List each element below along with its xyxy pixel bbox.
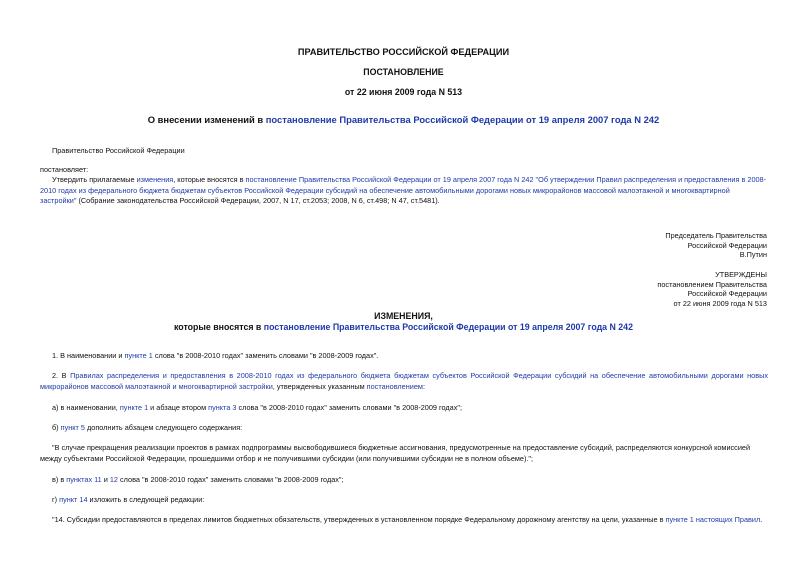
point14-link[interactable]: пункт 14 — [59, 495, 88, 504]
government-heading: ПРАВИТЕЛЬСТВО РОССИЙСКОЙ ФЕДЕРАЦИИ — [297, 47, 510, 57]
item-text: в) в — [52, 475, 67, 484]
document-type: ПОСТАНОВЛЕНИЕ — [363, 67, 444, 77]
signature-name: В.Путин — [739, 250, 767, 260]
resolution-link[interactable]: постановлением — [366, 381, 423, 391]
amendments-link[interactable]: изменения — [136, 175, 174, 184]
item-text: "14. Субсидии предоставляются в пределах лимитов бюджетных обязательств, утвержденных в установленном порядке Федеральному дорожному агентству на цели, указанные в — [52, 515, 666, 524]
item-a — [52, 403, 768, 414]
item-text: . — [760, 515, 763, 524]
approved-block — [657, 270, 767, 308]
rules-link[interactable]: Правилах распределения и предоставления в 2008-2010 годах из федерального бюджета бюджетам субъектов Российской Федерации субсидий на обеспечение автомобильными дорогами новых микрорайонов массовой малоэтажной и многоквартирной застройки — [40, 371, 768, 391]
signature-block — [665, 231, 767, 260]
item-v — [52, 475, 768, 486]
item-text: слова "в 2008-2010 годах" заменить словами "в 2008-2009 годах". — [152, 351, 379, 360]
item-text: слова "в 2008-2010 годах" заменить словами "в 2008-2009 годах"; — [236, 403, 462, 412]
item-text: , утвержденных указанным — [272, 381, 367, 391]
signature-country: Российской Федерации — [687, 240, 767, 250]
item-text: 2. В — [52, 371, 71, 380]
changes-subheading — [0, 322, 807, 333]
item-text: а) в наименовании, — [52, 403, 120, 412]
approved-title: УТВЕРЖДЕНЫ — [715, 270, 767, 279]
preamble-paragraph — [40, 175, 768, 207]
document-date: от 22 июня 2009 года N 513 — [344, 87, 463, 97]
approved-date: от 22 июня 2009 года N 513 — [673, 298, 767, 308]
rules-point1-link[interactable]: пункте 1 настоящих Правил — [665, 515, 761, 524]
point11-link[interactable]: пунктах 11 — [66, 475, 102, 484]
item-14-text — [52, 515, 768, 526]
item-text: б) — [52, 423, 61, 432]
changes-sub-prefix: которые вносятся в — [174, 322, 264, 332]
item-text: и абзаце втором — [148, 403, 209, 412]
approved-by: постановлением Правительства — [657, 279, 767, 289]
approved-country: Российской Федерации — [687, 289, 767, 299]
point3-link[interactable]: пункта 3 — [208, 403, 237, 412]
point12-link[interactable]: 12 — [109, 475, 118, 484]
preamble-text: , которые вносятся в — [173, 175, 246, 184]
title-prefix: О внесении изменений в — [147, 114, 266, 125]
quote-paragraph: "В случае прекращения реализации проектов в рамках подпрограммы высвободившиеся бюджетные ассигнования, предусмотренные на предоставление субсидий, распределяются конкурсной комиссией между субъектами Российской Федерации, прошедшими отбор и не получившими субсидии (или получившими субсидии не в полном объеме)."; — [40, 443, 751, 463]
changes-heading: ИЗМЕНЕНИЯ, — [374, 311, 433, 321]
signature-position: Председатель Правительства — [665, 231, 767, 240]
item-text: слова "в 2008-2010 годах" заменить словами "в 2008-2009 годах"; — [118, 475, 344, 484]
title-link[interactable]: постановление Правительства Российской Федерации от 19 апреля 2007 года N 242 — [265, 114, 660, 125]
item1-link[interactable]: пункте 1 — [124, 351, 153, 360]
item-text: : — [422, 381, 425, 391]
changes-link[interactable]: постановление Правительства Российской Федерации от 19 апреля 2007 года N 242 — [263, 322, 633, 332]
point1-link[interactable]: пункте 1 — [119, 403, 149, 412]
item-text: 1. В наименовании и — [52, 351, 125, 360]
item-text: дополнить абзацем следующего содержания: — [84, 423, 243, 432]
decides-line: постановляет: — [40, 165, 89, 174]
resolution-242-link[interactable]: постановление Правительства Российской Федерации от 19 апреля 2007 года N 242 "Об утверждении Правил распределения и предоставления в 2008-2010 годах из федерального бюджета бюджетам субъектов Российской Федерации субсидий на обеспечение автомобильными дорогами новых микрорайонов массовой малоэтажной и многоквартирной застройки" — [40, 175, 767, 205]
preamble-text: (Собрание законодательства Российской Федерации, 2007, N 17, ст.2053; 2008, N 6, ст.498; N 47, ст.5481). — [76, 196, 440, 205]
item-text: г) — [52, 495, 60, 504]
item-2 — [40, 371, 768, 392]
document-title — [0, 115, 807, 126]
item-g — [52, 495, 768, 506]
government-line: Правительство Российской Федерации — [52, 146, 185, 155]
item-text: изложить в следующей редакции: — [87, 495, 205, 504]
point5-link[interactable]: пункт 5 — [60, 423, 85, 432]
item-text: и — [101, 475, 110, 484]
item-b — [52, 423, 768, 434]
item-1 — [52, 351, 768, 362]
preamble-text: Утвердить прилагаемые — [52, 175, 137, 184]
